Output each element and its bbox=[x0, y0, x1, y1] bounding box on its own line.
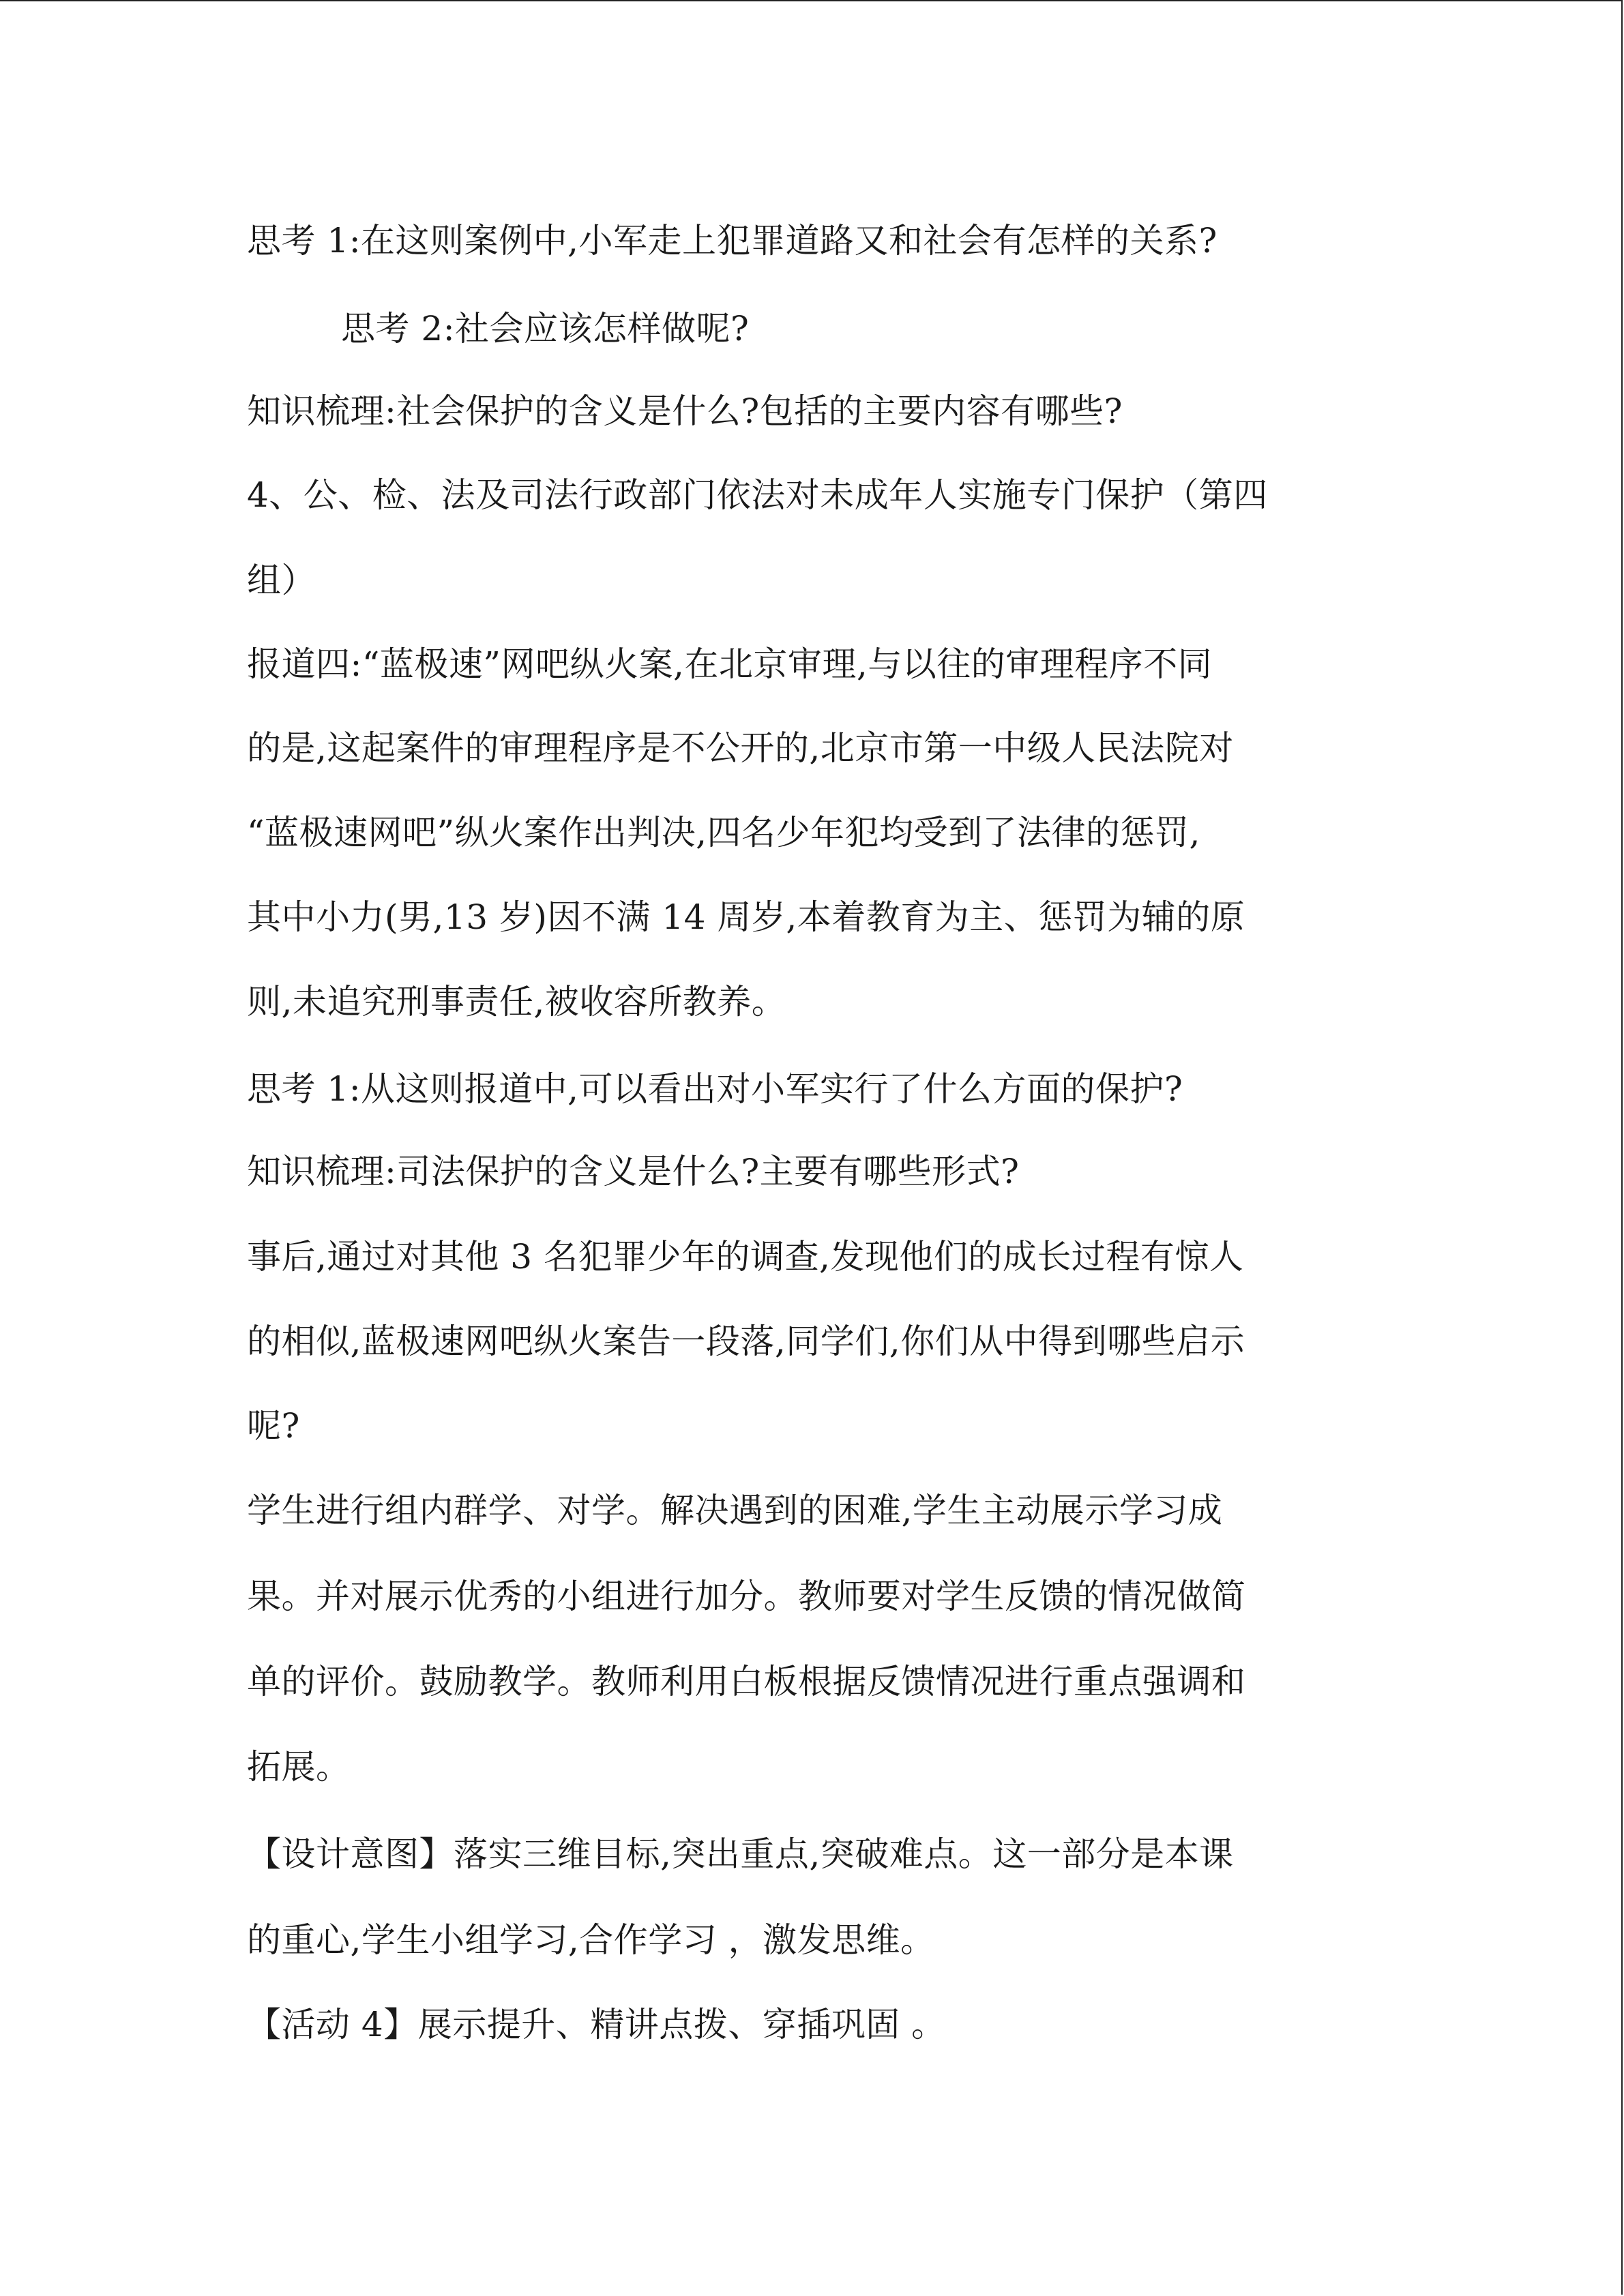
question-2-society: 思考 2:社会应该怎样做呢? bbox=[341, 309, 750, 348]
knowledge-review-judicial: 知识梳理:司法保护的含义是什么?主要有哪些形式? bbox=[247, 1152, 1020, 1191]
question-1-judicial: 思考 1:从这则报道中,可以看出对小军实行了什么方面的保护? bbox=[247, 1069, 1183, 1109]
aftermath-line-3: 呢? bbox=[247, 1406, 300, 1446]
section-4-heading: 4、公、检、法及司法行政部门依法对未成年人实施专门保护（第四 bbox=[247, 475, 1268, 515]
knowledge-review-social: 知识梳理:社会保护的含义是什么?包括的主要内容有哪些? bbox=[247, 391, 1123, 431]
report-4-line-4: 其中小力(男,13 岁)因不满 14 周岁,本着教育为主、惩罚为辅的原 bbox=[247, 897, 1245, 937]
group-study-line-1: 学生进行组内群学、对学。解决遇到的困难,学生主动展示学习成 bbox=[247, 1491, 1223, 1530]
report-4-line-3: “蓝极速网吧”纵火案作出判决,四名少年犯均受到了法律的惩罚, bbox=[247, 813, 1200, 852]
design-intent-line-1: 【设计意图】落实三维目标,突出重点,突破难点。这一部分是本课 bbox=[247, 1834, 1234, 1874]
aftermath-line-1: 事后,通过对其他 3 名犯罪少年的调查,发现他们的成长过程有惊人 bbox=[247, 1237, 1244, 1277]
question-1-society: 思考 1:在这则案例中,小军走上犯罪道路又和社会有怎样的关系? bbox=[247, 221, 1217, 260]
design-intent-line-2: 的重心,学生小组学习,合作学习 ，激发思维。 bbox=[247, 1920, 935, 1960]
group-study-line-3: 单的评价。鼓励教学。教师利用白板根据反馈情况进行重点强调和 bbox=[247, 1662, 1246, 1701]
report-4-line-5: 则,未追究刑事责任,被收容所教养。 bbox=[247, 982, 786, 1022]
report-4-line-2: 的是,这起案件的审理程序是不公开的,北京市第一中级人民法院对 bbox=[247, 728, 1234, 768]
group-study-line-4: 拓展。 bbox=[247, 1747, 351, 1787]
aftermath-line-2: 的相似,蓝极速网吧纵火案告一段落,同学们,你们从中得到哪些启示 bbox=[247, 1322, 1245, 1361]
report-4-line-1: 报道四:“蓝极速”网吧纵火案,在北京审理,与以往的审理程序不同 bbox=[247, 644, 1213, 684]
section-4-heading-cont: 组） bbox=[247, 561, 316, 600]
group-study-line-2: 果。并对展示优秀的小组进行加分。教师要对学生反馈的情况做简 bbox=[247, 1577, 1246, 1616]
activity-4-heading: 【活动 4】展示提升、精讲点拨、穿插巩固 。 bbox=[247, 2005, 946, 2044]
